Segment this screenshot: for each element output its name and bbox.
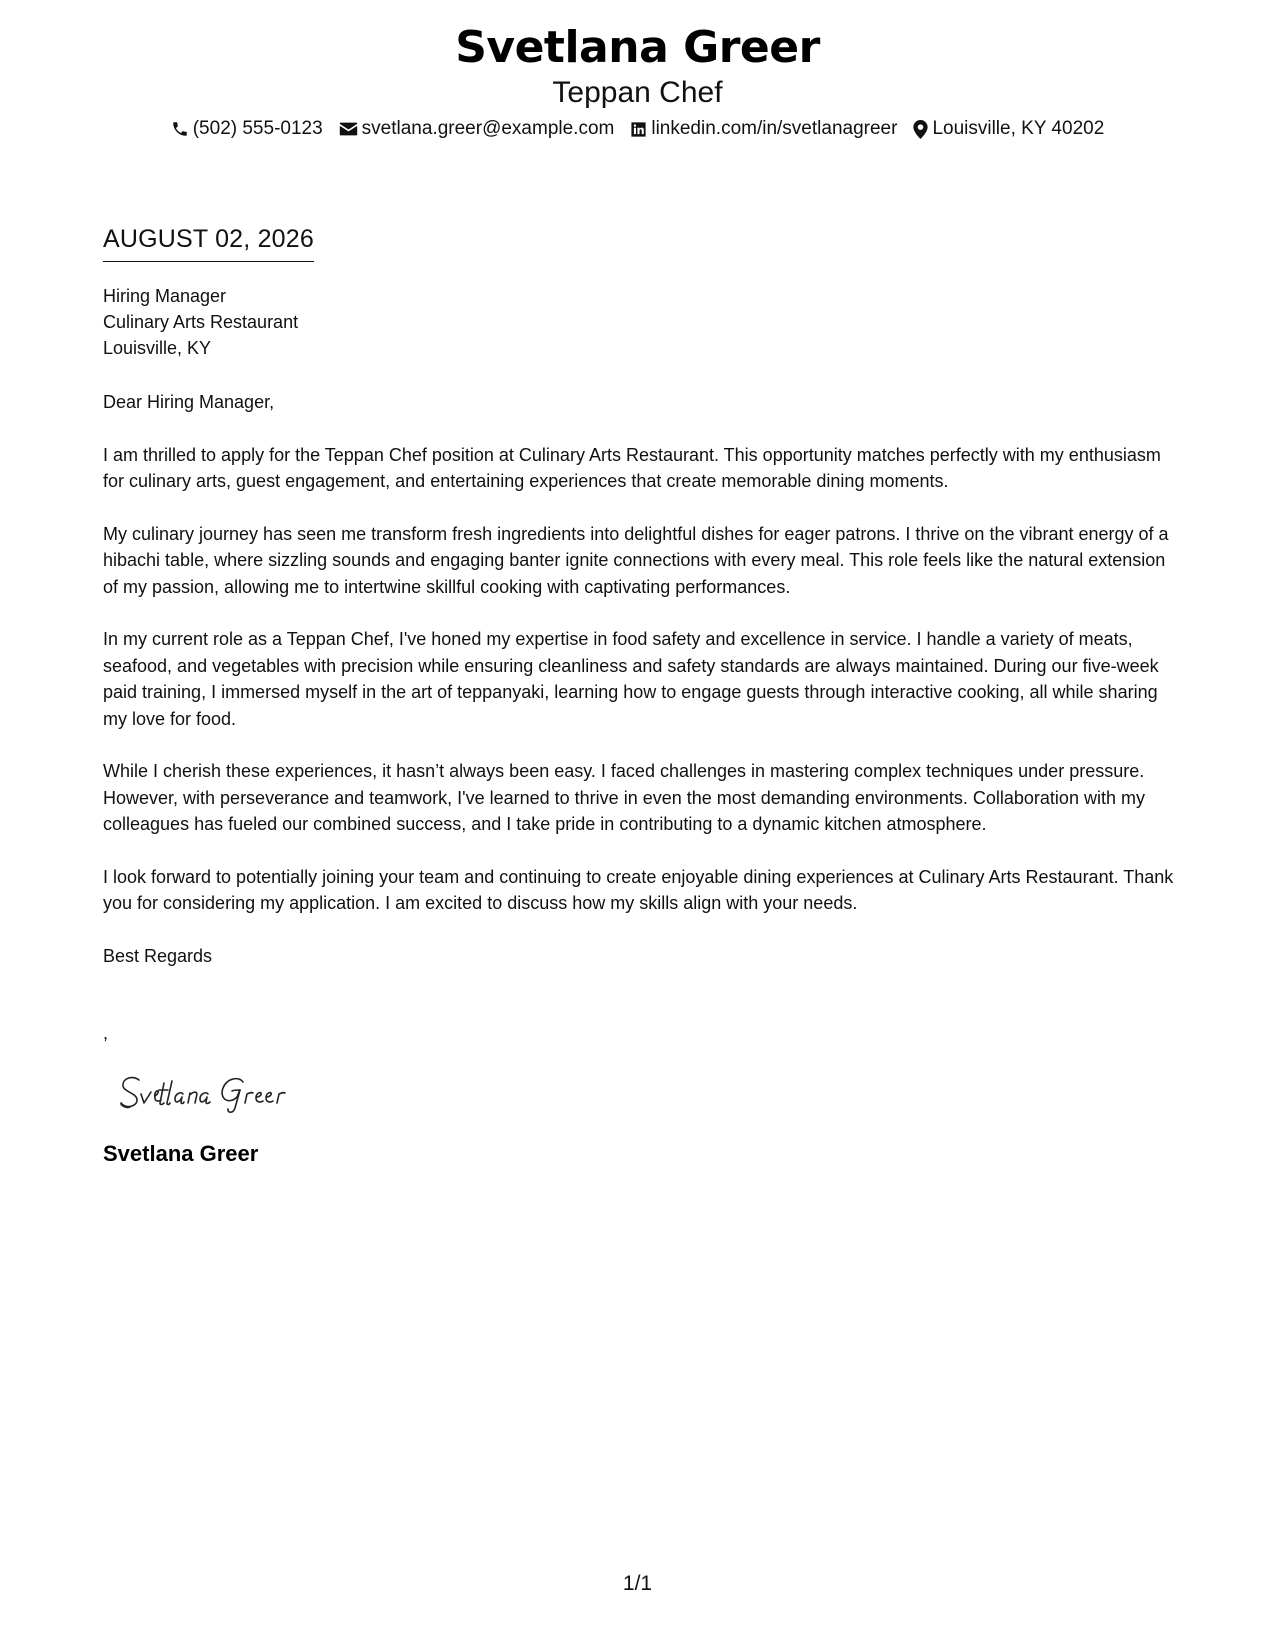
recipient-location: Louisville, KY <box>103 338 212 358</box>
handwritten-signature <box>117 1066 357 1116</box>
contact-email[interactable] <box>339 115 615 143</box>
recipient-company: Culinary Arts Restaurant <box>103 312 299 332</box>
location-text: Louisville, KY 40202 <box>932 118 1105 139</box>
closing-phrase: Best Regards <box>103 945 213 966</box>
contact-phone <box>171 115 323 143</box>
letter-header <box>0 20 1275 143</box>
job-title: Teppan Chef <box>552 76 723 109</box>
salutation: Dear Hiring Manager, <box>103 392 275 412</box>
contact-linkedin[interactable] <box>630 115 897 143</box>
contact-bar <box>0 115 1275 143</box>
envelope-icon <box>339 121 358 137</box>
body-paragraph: While I cherish these experiences, it hasn’t always been easy. I faced challenges in mastering complex techniques under pressure. However, with perseverance and teamwork, I've learned to thrive in even the most demanding environments. Collaboration with my colleagues has fueled our combined success, and I take pride in contributing to a dynamic kitchen atmosphere. <box>103 761 1145 834</box>
body-paragraph: In my current role as a Teppan Chef, I've honed my expertise in food safety and excellence in service. I handle a variety of meats, seafood, and vegetables with precision while ensuring cleanliness and safety standards are always maintained. During our five-week paid training, I immersed myself in the art of teppanyaki, learning how to engage guests through interactive cooking, all while sharing my love for food. <box>103 629 1159 729</box>
linkedin-icon <box>630 121 647 138</box>
letter-body <box>103 222 1178 1169</box>
phone-text: (502) 555-0123 <box>192 118 323 139</box>
phone-icon <box>171 120 189 138</box>
recipient-name: Hiring Manager <box>103 286 227 306</box>
body-paragraph: I am thrilled to apply for the Teppan Chef position at Culinary Arts Restaurant. This opportunity matches perfectly with my enthusiasm for culinary arts, guest engagement, and entertaining experiences that create memorable dining moments. <box>103 444 1161 491</box>
signer-name: Svetlana Greer <box>103 1140 259 1166</box>
recipient-block <box>103 283 1178 361</box>
letter-date: AUGUST 02, 2026 <box>103 222 314 262</box>
closing-comma: , <box>103 1023 109 1043</box>
body-paragraph: My culinary journey has seen me transform fresh ingredients into delightful dishes for eager patrons. I thrive on the vibrant energy of a hibachi table, where sizzling sounds and engaging banter ignite connections with every meal. This role feels like the natural extension of my passion, allowing me to intertwine skillful cooking with captivating performances. <box>103 523 1169 597</box>
linkedin-link[interactable]: linkedin.com/in/svetlanagreer <box>651 118 898 139</box>
body-paragraph: I look forward to potentially joining your team and continuing to create enjoyable dining experiences at Culinary Arts Restaurant. Thank you for considering my application. I am excited to discuss how my skills align with your needs. <box>103 866 1174 913</box>
contact-location <box>913 115 1104 143</box>
page-number: 1/1 <box>622 1572 653 1595</box>
email-link[interactable]: svetlana.greer@example.com <box>361 118 615 139</box>
applicant-name: Svetlana Greer <box>455 22 820 73</box>
map-pin-icon <box>913 120 928 139</box>
